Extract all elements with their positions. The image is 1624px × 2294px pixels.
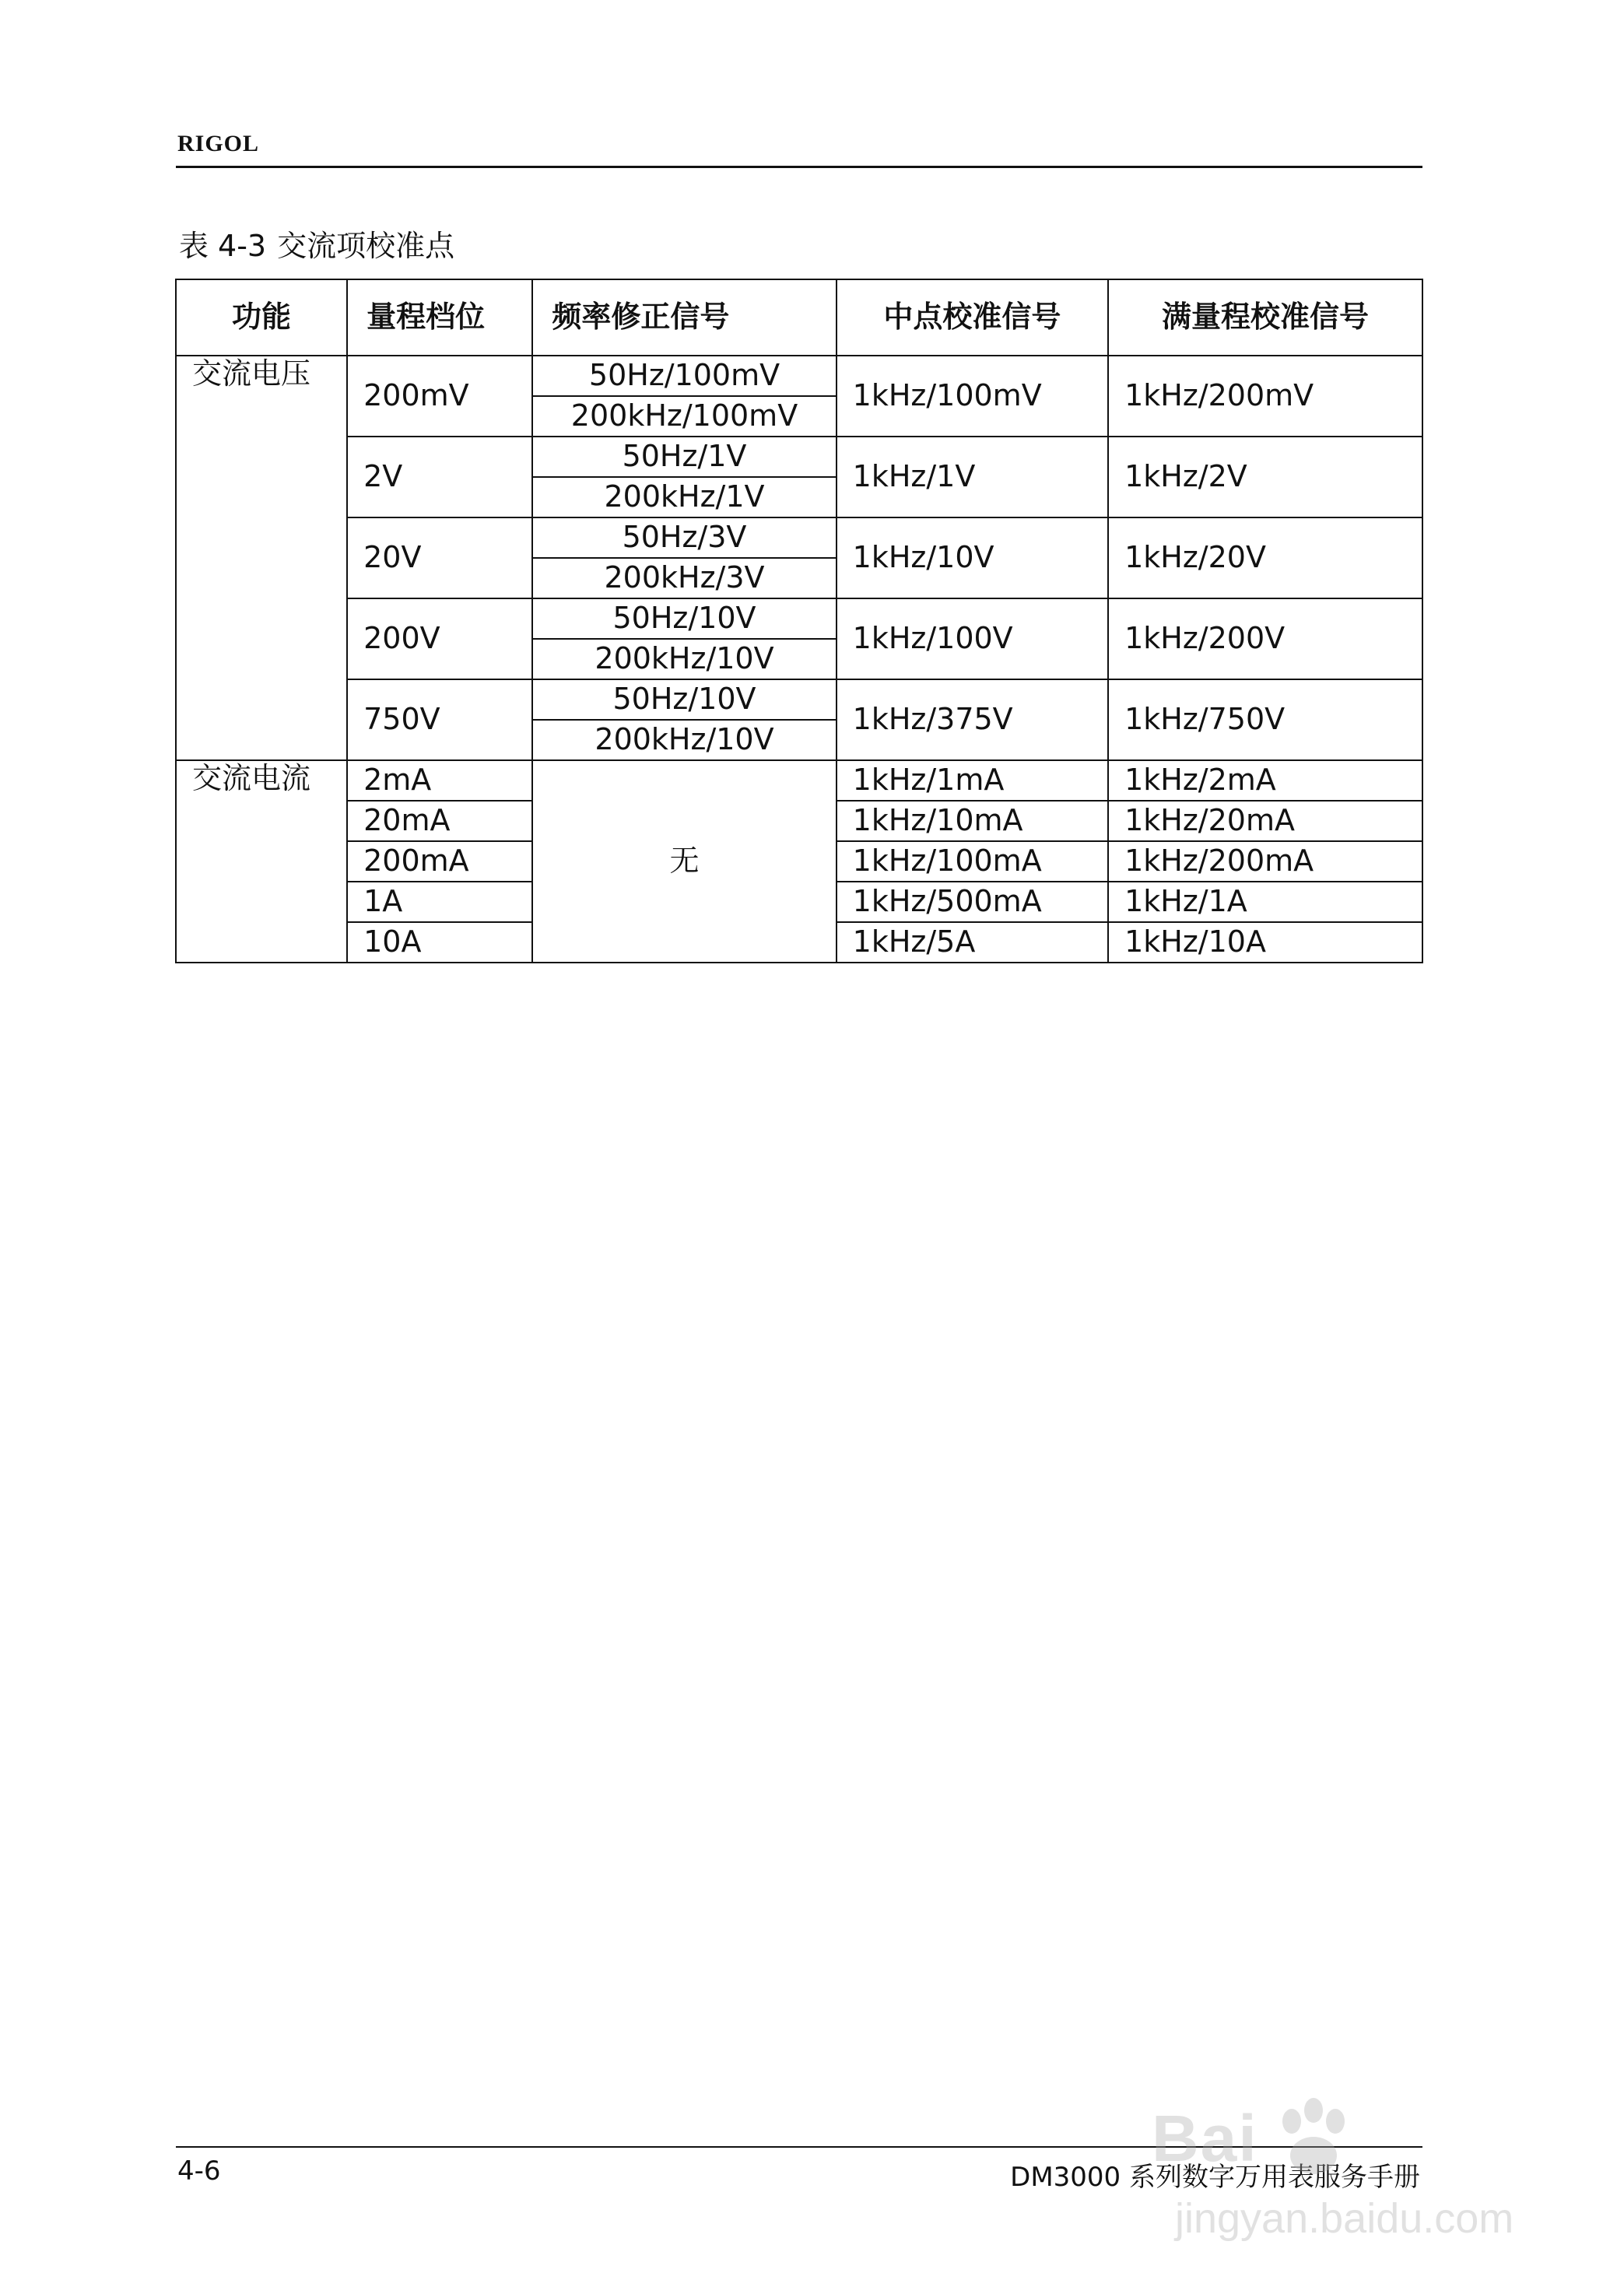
caption-prefix: 表 [179,229,209,263]
function-cell-ac-voltage: 交流电压 [176,356,347,760]
freq-cell: 50Hz/1V [532,437,836,477]
caption-title: 交流项校准点 [277,229,455,263]
mid-cell: 1kHz/100V [837,598,1108,679]
manual-title: DM3000 系列数字万用表服务手册 [1010,2162,1420,2193]
freq-cell: 200kHz/3V [532,558,836,598]
header-range: 量程档位 [347,279,532,356]
mid-cell: 1kHz/5A [837,922,1108,963]
caption-number: 4-3 [218,229,267,263]
table-row [176,517,1422,558]
mid-cell: 1kHz/100mA [837,841,1108,882]
freq-cell: 50Hz/10V [532,679,836,720]
range-cell: 10A [347,922,532,963]
table-row [176,356,1422,396]
header-rule [176,166,1422,168]
page-number: 4-6 [177,2155,221,2187]
full-cell: 1kHz/20V [1108,517,1422,598]
header-freq-correction: 频率修正信号 [532,279,836,356]
full-cell: 1kHz/10A [1108,922,1422,963]
mid-cell: 1kHz/375V [837,679,1108,760]
freq-cell: 50Hz/3V [532,517,836,558]
table-row [176,679,1422,720]
table-row [176,760,1422,801]
header-function: 功能 [176,279,347,356]
mid-cell: 1kHz/1V [837,437,1108,517]
range-cell: 200mA [347,841,532,882]
freq-cell: 200kHz/10V [532,720,836,760]
range-cell: 20V [347,517,532,598]
range-cell: 2V [347,437,532,517]
function-cell-ac-current: 交流电流 [176,760,347,963]
freq-cell: 50Hz/100mV [532,356,836,396]
range-cell: 2mA [347,760,532,801]
freq-cell: 200kHz/1V [532,477,836,517]
table-caption [179,222,454,265]
table-row [176,437,1422,477]
paw-icon [1268,2093,1362,2187]
watermark-url: jingyan.baidu.com [1175,2195,1514,2242]
header-full-scale-calibration: 满量程校准信号 [1108,279,1422,356]
table-row [176,598,1422,639]
brand-logo: RIGOL [177,131,260,156]
mid-cell: 1kHz/10mA [837,801,1108,841]
full-cell: 1kHz/200mA [1108,841,1422,882]
range-cell: 200V [347,598,532,679]
freq-cell: 50Hz/10V [532,598,836,639]
mid-cell: 1kHz/10V [837,517,1108,598]
header-mid-calibration: 中点校准信号 [837,279,1108,356]
full-cell: 1kHz/2mA [1108,760,1422,801]
freq-cell: 200kHz/100mV [532,396,836,437]
mid-cell: 1kHz/500mA [837,882,1108,922]
full-cell: 1kHz/1A [1108,882,1422,922]
table-header-row [176,279,1422,356]
full-cell: 1kHz/750V [1108,679,1422,760]
baidu-watermark [1152,2085,1556,2272]
full-cell: 1kHz/20mA [1108,801,1422,841]
freq-cell: 200kHz/10V [532,639,836,679]
range-cell: 20mA [347,801,532,841]
calibration-table [175,279,1423,963]
full-cell: 1kHz/200V [1108,598,1422,679]
range-cell: 200mV [347,356,532,437]
mid-cell: 1kHz/100mV [837,356,1108,437]
range-cell: 750V [347,679,532,760]
full-cell: 1kHz/2V [1108,437,1422,517]
watermark-text: Bai [1152,2102,1258,2175]
range-cell: 1A [347,882,532,922]
full-cell: 1kHz/200mV [1108,356,1422,437]
mid-cell: 1kHz/1mA [837,760,1108,801]
freq-none-cell: 无 [532,760,836,963]
